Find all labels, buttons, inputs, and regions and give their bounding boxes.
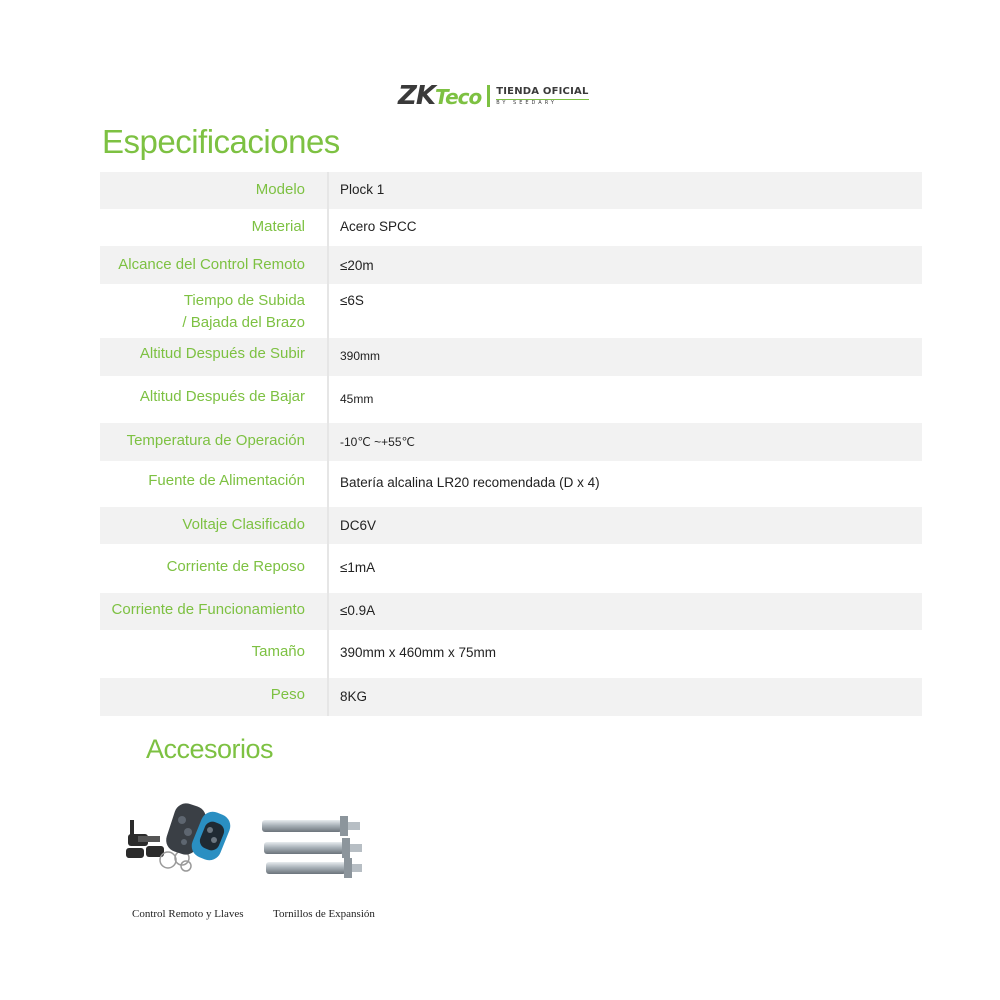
spec-label: Temperatura de Operación (126, 432, 305, 449)
spec-label: Material (251, 218, 305, 235)
logo-divider (487, 85, 490, 107)
spec-value: 8KG (340, 689, 368, 704)
spec-row-fuente (100, 461, 922, 507)
logo-teco-text: Teco (435, 84, 482, 109)
spec-row-alcance (100, 246, 922, 284)
spec-value: Batería alcalina LR20 recomendada (D x 4) (340, 475, 600, 490)
specs-title: Especificaciones (102, 123, 340, 160)
spec-label: / Bajada del Brazo (182, 314, 305, 331)
spec-label: Corriente de Reposo (166, 558, 305, 575)
spec-table (100, 172, 922, 716)
accessories-title: Accesorios (146, 734, 274, 764)
spec-row-temperatura (100, 423, 922, 461)
spec-value: 390mm (340, 349, 381, 363)
spec-row-corriente-funcionamiento (100, 593, 922, 630)
spec-value: 390mm x 460mm x 75mm (340, 645, 497, 660)
spec-value: Acero SPCC (340, 219, 417, 234)
spec-row-peso (100, 678, 922, 716)
accessory-expansion-bolts (260, 814, 364, 887)
spec-value: ≤6S (340, 293, 364, 308)
zkteco-logo (398, 82, 481, 111)
spec-label: Tamaño (251, 643, 305, 660)
spec-label: Fuente de Alimentación (148, 472, 305, 489)
spec-row-corriente-reposo (100, 544, 922, 593)
spec-value: 45mm (340, 392, 374, 406)
spec-value: ≤0.9A (340, 603, 376, 618)
spec-row-altitud-subir (100, 338, 922, 376)
spec-value: Plock 1 (340, 182, 385, 197)
logo-store-block (496, 87, 588, 106)
spec-label: Modelo (255, 181, 305, 198)
accessories-list (120, 790, 420, 930)
spec-row-tiempo (100, 284, 922, 338)
spec-row-voltaje (100, 507, 922, 544)
accessory-caption: Control Remoto y Llaves (132, 908, 244, 920)
spec-value: -10℃ ~+55℃ (340, 435, 415, 449)
spec-label: Tiempo de Subida (183, 292, 305, 309)
accessory-caption: Tornillos de Expansión (273, 908, 375, 920)
spec-row-material (100, 209, 922, 246)
spec-label-multiline (100, 284, 305, 338)
store-logo (398, 82, 589, 110)
spec-value: DC6V (340, 518, 377, 533)
spec-label: Corriente de Funcionamiento (111, 601, 305, 618)
logo-zk-text: ZK (398, 80, 435, 111)
remote-keys-icon (124, 796, 236, 878)
logo-store-by: BY SEEDARY (496, 99, 588, 106)
accessory-remote-keys (124, 796, 236, 883)
spec-label: Voltaje Clasificado (182, 516, 305, 533)
logo-store-name: TIENDA OFICIAL (496, 85, 589, 97)
spec-row-tamano (100, 630, 922, 678)
spec-row-modelo (100, 172, 922, 209)
spec-label: Peso (270, 686, 305, 703)
spec-value: ≤20m (340, 258, 374, 273)
expansion-bolts-icon (260, 814, 364, 882)
spec-label: Altitud Después de Subir (139, 345, 305, 362)
spec-row-altitud-bajar (100, 376, 922, 423)
spec-label: Alcance del Control Remoto (118, 256, 305, 273)
spec-label: Altitud Después de Bajar (139, 388, 305, 405)
spec-value: ≤1mA (340, 560, 376, 575)
